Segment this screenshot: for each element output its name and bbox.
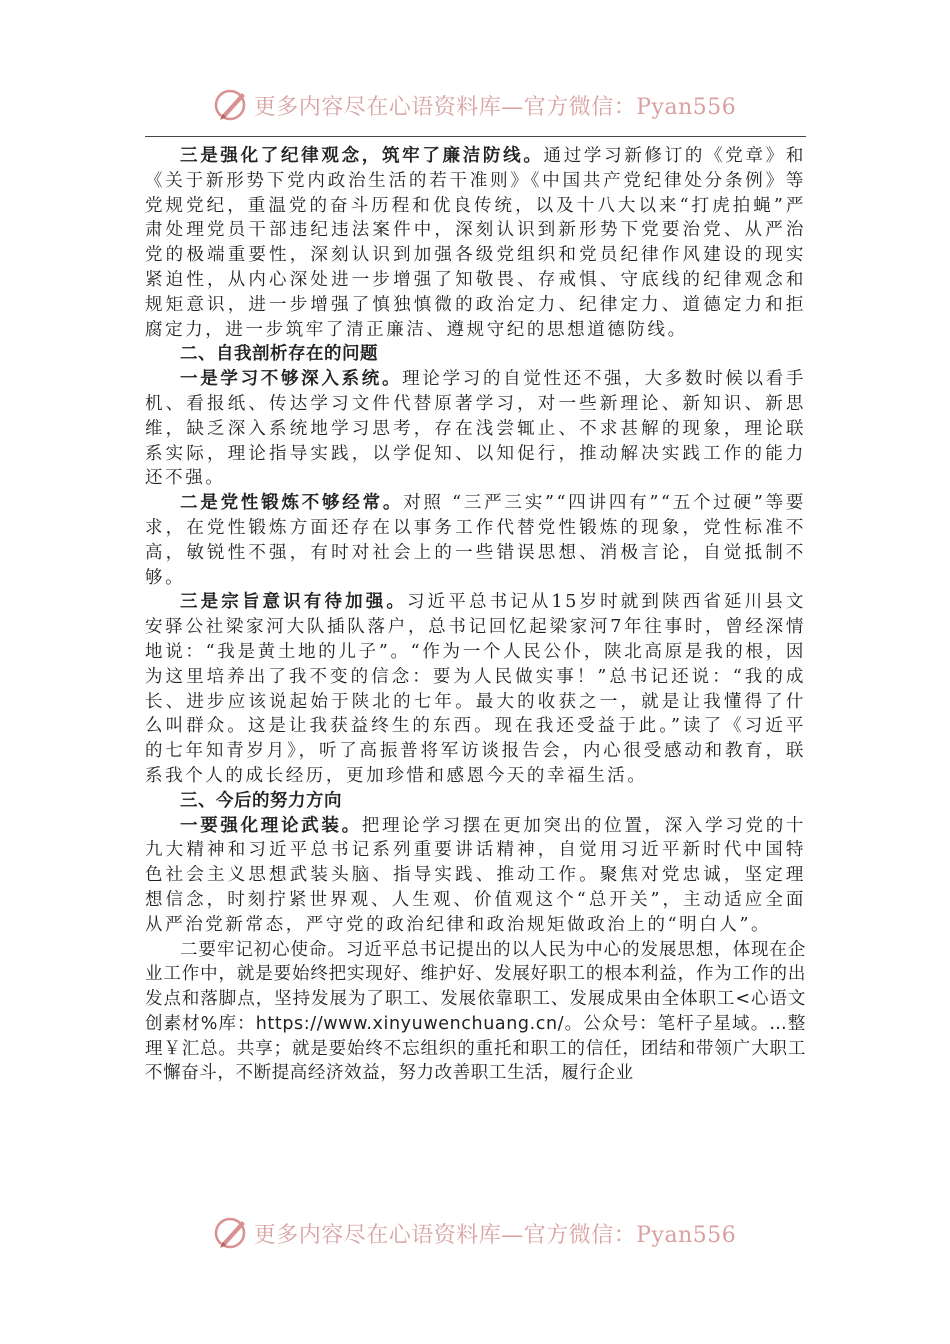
banner-text: 更多内容尽在心语资料库—官方微信：Pyan556: [253, 1222, 737, 1248]
pen-logo-icon: [214, 87, 250, 123]
header-watermark: [0, 80, 950, 130]
banner-text: 更多内容尽在心语资料库—官方微信：Pyan556: [253, 94, 737, 120]
paragraph-lead: 三是强化了纪律观念，筑牢了廉洁防线。: [180, 146, 544, 166]
paragraph-party-training: [145, 491, 806, 590]
paragraph-theory: [145, 814, 806, 938]
paragraph-lead: 一是学习不够深入系统。: [180, 369, 403, 390]
paragraph-study: [145, 367, 806, 491]
paragraph-text: 理论学习的自觉性还不强，大多数时候以看手机、看报纸、传达学习文件代替原著学习，对一些新理论、新知识、新思维，缺乏深入系统地学习思考，存在浅尝辄止、不求甚解的现象，理论联系实际，理论指导实践，以学促知、以知促行，推动解决实践工作的能力还不强。: [145, 369, 807, 489]
paragraph-text: 把理论学习摆在更加突出的位置，深入学习党的十九大精神和习近平总书记系列重要讲话精神，自觉用习近平新时代中国特色社会主义思想武装头脑、指导实践、推动工作。聚焦对党忠诚，坚定理想信念，时刻拧紧世界观、人生观、价值观这个“总开关”，主动适应全面从严治党新常态，严守党的政治纪律和政治规矩做政治上的“明白人”。: [145, 815, 807, 935]
paragraph-purpose: [145, 590, 806, 788]
header-rule: [145, 136, 806, 137]
paragraph-text: 对照 “三严三实”“四讲四有”“五个过硬”等要求，在党性锻炼方面还存在以事务工作代替党性锻炼的现象，党性标准不高，敏锐性不强，有时对社会上的一些错误思想、消极言论，自觉抵制不够。: [145, 493, 806, 588]
paragraph-discipline: [145, 144, 806, 342]
section-heading-problems: 二、自我剖析存在的问题: [180, 344, 378, 365]
paragraph-lead: 一要强化理论武装。: [180, 815, 362, 836]
footer-watermark: [0, 1208, 950, 1258]
paragraph-lead: 二是党性锻炼不够经常。: [180, 493, 404, 514]
paragraph-lead: 三是宗旨意识有待加强。: [180, 592, 408, 613]
section-heading-direction: 三、今后的努力方向: [180, 790, 342, 811]
document-body: [145, 144, 806, 1086]
pen-logo-icon: [214, 1215, 250, 1251]
paragraph-text: 习近平总书记从15岁时就到陕西省延川县文安驿公社梁家河大队插队落户，总书记回忆起梁家河7年往事时，曾经深情地说：“我是黄土地的儿子”。“作为一个人民公仆，陕北高原是我的根，因为这里培养出了我不变的信念：要为人民做实事！”总书记还说：“我的成长、进步应该说起始于陕北的七年。最大的收获之一，就是让我懂得了什么叫群众。这是让我获益终生的东西。现在我还受益于此。”读了《习近平的七年知青岁月》，听了高振普将军访谈报告会，内心很受感动和教育，联系我个人的成长经历，更加珍惜和感恩今天的幸福生活。: [145, 592, 806, 786]
paragraph-mission: 二要牢记初心使命。习近平总书记提出的以人民为中心的发展思想，体现在企业工作中，就是要始终把实现好、维护好、发展好职工的根本利益，作为工作的出发点和落脚点，坚持发展为了职工、发展依靠职工、发展成果由全体职工<心语文创素材%库：https://www.xinyuwenchuang.cn/。公众号：笔杆子星域。…整理￥汇总。共享；就是要始终不忘组织的重托和职工的信任，团结和带领广大职工不懈奋斗，不断提高经济效益，努力改善职工生活，履行企业: [145, 939, 806, 1084]
paragraph-text: 通过学习新修订的《党章》和《关于新形势下党内政治生活的若干准则》《中国共产党纪律处分条例》等党规党纪，重温党的奋斗历程和优良传统，以及十八大以来“打虎拍蝇”严肃处理党员干部违纪违法案件中，深刻认识到新形势下党要治党、从严治党的极端重要性，深刻认识到加强各级党组织和党员纪律作风建设的现实紧迫性，从内心深处进一步增强了知敬畏、存戒惧、守底线的纪律观念和规矩意识，进一步增强了慎独慎微的政治定力、纪律定力、道德定力和拒腐定力，进一步筑牢了清正廉洁、遵规守纪的思想道德防线。: [145, 146, 806, 340]
